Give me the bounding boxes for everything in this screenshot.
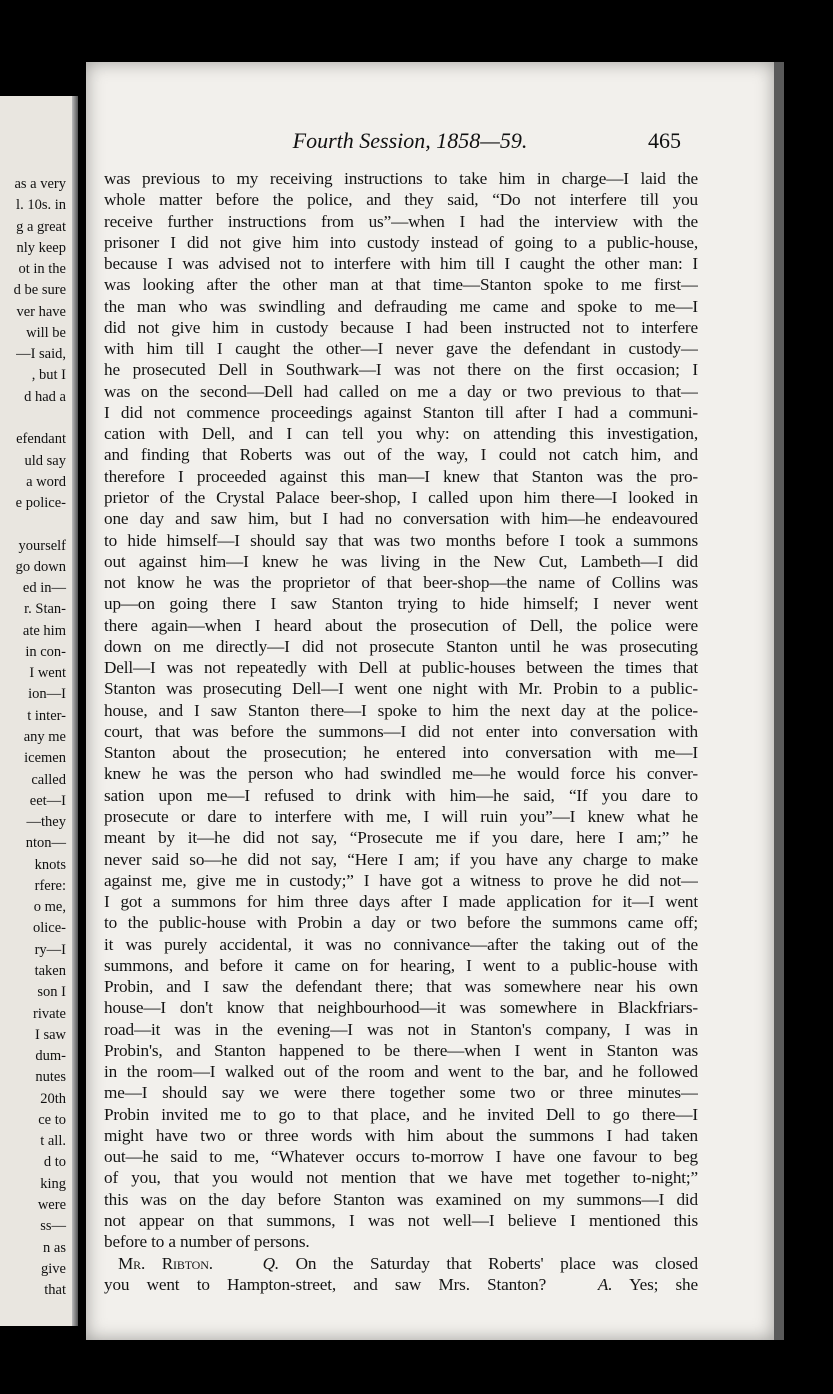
left-page-line: 20th bbox=[40, 1090, 66, 1107]
left-page-line: e police- bbox=[15, 495, 66, 512]
left-page-line: ry—I bbox=[34, 941, 66, 958]
left-page-line: efendant bbox=[16, 431, 66, 448]
left-page-line: ver have bbox=[16, 303, 66, 320]
left-page-line: rivate bbox=[32, 1005, 66, 1022]
left-page-line: r. Stan- bbox=[24, 601, 66, 618]
body-line: me—I should say we were there together some two or three minutes— bbox=[104, 1083, 698, 1103]
body-line: sation upon me—I refused to drink with him—he said, “If you dare to bbox=[104, 785, 698, 805]
body-line: this was on the day before Stanton was examined on my summons—I did bbox=[104, 1189, 698, 1209]
question-text: On the Saturday that Roberts' place was closed bbox=[295, 1253, 698, 1273]
left-page-line: will be bbox=[26, 324, 66, 341]
left-page-line: d had a bbox=[24, 388, 66, 405]
page-number: 465 bbox=[648, 128, 681, 153]
body-text bbox=[104, 168, 698, 1295]
right-page-edge bbox=[774, 62, 784, 1340]
body-line: meant by it—he did not say, “Prosecute me if you dare, here I am;” he bbox=[104, 828, 698, 848]
body-line: out against him—I knew he was living in the New Cut, Lambeth—I did bbox=[104, 551, 698, 571]
left-page-line: , but I bbox=[31, 367, 66, 384]
left-page-line: any me bbox=[23, 729, 66, 746]
left-page-line: ate him bbox=[22, 622, 66, 639]
body-line: Stanton about the prosecution; he entered into conversation with me—I bbox=[104, 743, 698, 763]
left-page-line: as a very bbox=[14, 176, 66, 192]
left-page-line: taken bbox=[34, 962, 66, 979]
body-line: of you, that you would not mention that we have met together to-night;” bbox=[104, 1168, 698, 1188]
body-line: might have two or three words with him about the summons I had taken bbox=[104, 1125, 698, 1145]
left-page-line: t inter- bbox=[27, 707, 66, 724]
left-page-line: ce to bbox=[38, 1111, 66, 1128]
body-line: there again—when I heard about the prosecution of Dell, the police were bbox=[104, 615, 698, 635]
body-line: Probin's, and Stanton happened to be there—when I went in Stanton was bbox=[104, 1040, 698, 1060]
left-page-line: ss— bbox=[40, 1218, 66, 1235]
body-line: receive further instructions from us”—when I had the interview with the bbox=[104, 211, 698, 231]
left-page-gutter bbox=[72, 96, 78, 1326]
left-page-line: ot in the bbox=[18, 261, 66, 278]
body-line: therefore I proceeded against this man—I knew that Stanton was the pro- bbox=[104, 466, 698, 486]
body-line: Stanton was prosecuting Dell—I went one night with Mr. Probin to a public- bbox=[104, 679, 698, 699]
body-line: prisoner I did not give him into custody instead of going to a public-house, bbox=[104, 232, 698, 252]
body-line: prosecute or dare to interfere with me, I will ruin you”—I knew what he bbox=[104, 806, 698, 826]
body-line: not appear on that summons, I was not well—I believe I mentioned this bbox=[104, 1211, 698, 1231]
body-line: he prosecuted Dell in Southwark—I was not there on the first occasion; I bbox=[104, 360, 698, 380]
question-marker: Q. bbox=[262, 1253, 279, 1273]
answer-text: Yes; she bbox=[629, 1274, 698, 1294]
left-page-line: —they bbox=[26, 814, 66, 831]
left-page-line: I saw bbox=[34, 1026, 66, 1043]
body-line: was looking after the other man at that time—Stanton spoke to me first— bbox=[104, 275, 698, 295]
body-line: court, that was before the summons—I did not enter into conversation with bbox=[104, 721, 698, 741]
body-line: not know he was the proprietor of that beer-shop—the name of Collins was bbox=[104, 573, 698, 593]
left-page-line: rfere: bbox=[34, 877, 66, 894]
body-line: cation with Dell, and I can tell you why: on attending this investigation, bbox=[104, 424, 698, 444]
left-page-line: nutes bbox=[35, 1069, 66, 1086]
body-line: road—it was in the evening—I was not in Stanton's company, I was in bbox=[104, 1019, 698, 1039]
left-page bbox=[0, 96, 78, 1326]
left-page-line: in con- bbox=[25, 643, 66, 660]
speaker-name: Mr. Ribton. bbox=[118, 1253, 213, 1273]
left-page-line: d to bbox=[43, 1154, 66, 1171]
left-page-line: dum- bbox=[35, 1048, 66, 1065]
left-page-line: n as bbox=[43, 1239, 66, 1256]
left-page-line: son I bbox=[37, 984, 66, 1001]
left-page-line: eet—I bbox=[29, 792, 66, 809]
left-page-line: give bbox=[41, 1260, 66, 1277]
left-page-line: uld say bbox=[24, 452, 66, 469]
body-line: I got a summons for him three days after I made application for it—I went bbox=[104, 892, 698, 912]
body-line: was on the second—Dell had called on me a day or two previous to that— bbox=[104, 381, 698, 401]
body-line: because I was advised not to interfere with him till I caught the other man: I bbox=[104, 254, 698, 274]
left-page-line: called bbox=[31, 771, 66, 788]
body-line: Probin, and I saw the defendant there; that was somewhere near his own bbox=[104, 977, 698, 997]
body-line: prietor of the Crystal Palace beer-shop, I called upon him there—I looked in bbox=[104, 487, 698, 507]
body-line: did not give him in custody because I had been instructed not to interfere bbox=[104, 317, 698, 337]
left-page-line: d be sure bbox=[13, 282, 66, 299]
left-page-line: olice- bbox=[32, 920, 66, 937]
left-page-line: that bbox=[44, 1282, 66, 1299]
body-line: Probin invited me to go to that place, and he invited Dell to go there—I bbox=[104, 1104, 698, 1124]
body-line: out—he said to me, “Whatever occurs to-morrow I have one favour to beg bbox=[104, 1147, 698, 1167]
left-page-line: o me, bbox=[33, 899, 66, 916]
left-page-line: t all. bbox=[40, 1133, 66, 1150]
left-page-line: ion—I bbox=[28, 686, 66, 703]
left-page-line: nly keep bbox=[16, 239, 66, 256]
body-line: was previous to my receiving instructions to take him in charge—I laid the bbox=[104, 169, 698, 188]
left-page-line: —I said, bbox=[16, 346, 66, 363]
left-page-line: icemen bbox=[24, 750, 66, 767]
body-line: Dell—I was not repeatedly with Dell at public-houses between the times that bbox=[104, 658, 698, 678]
left-page-line: g a great bbox=[16, 218, 66, 235]
body-line: whole matter before the police, and they said, “Do not interfere till you bbox=[104, 190, 698, 210]
body-line: the man who was swindling and defrauding me came and spoke to me—I bbox=[104, 296, 698, 316]
body-line: to hide himself—I should say that was two months before I took a summons bbox=[104, 530, 698, 550]
body-line: house—I don't know that neighbourhood—it was somewhere in Blackfriars- bbox=[104, 998, 698, 1018]
body-line: up—on going there I saw Stanton trying to hide himself; I never went bbox=[104, 594, 698, 614]
left-page-line: knots bbox=[34, 856, 66, 873]
answer-marker: A. bbox=[597, 1274, 613, 1294]
body-line: one day and saw him, but I had no conversation with him—he endeavoured bbox=[104, 509, 698, 529]
left-page-line: nton— bbox=[25, 835, 66, 852]
body-line: I did not commence proceedings against Stanton till after I had a communi- bbox=[104, 402, 698, 422]
body-line: it was purely accidental, it was no connivance—after the taking out of the bbox=[104, 934, 698, 954]
left-page-line: king bbox=[40, 1175, 66, 1192]
left-page-line: ed in— bbox=[22, 580, 66, 597]
body-line: with him till I caught the other—I never gave the defendant in custody— bbox=[104, 339, 698, 359]
body-line: down on me directly—I did not prosecute Stanton until he was prosecuting bbox=[104, 636, 698, 656]
body-line: house, and I saw Stanton there—I spoke to him the next day at the police- bbox=[104, 700, 698, 720]
body-line: never said so—he did not say, “Here I am; if you have any charge to make bbox=[104, 849, 698, 869]
question-text-continued: you went to Hampton-street, and saw Mrs. Stanton? bbox=[104, 1274, 547, 1294]
left-page-line: were bbox=[37, 1196, 66, 1213]
body-line: summons, and before it came on for hearing, I went to a public-house with bbox=[104, 955, 698, 975]
body-line: before to a number of persons. bbox=[104, 1232, 310, 1252]
final-paragraph-line-2 bbox=[104, 1274, 698, 1295]
left-page-line: l. 10s. in bbox=[16, 197, 66, 214]
body-line: knew he was the person who had swindled me—he would force his conver- bbox=[104, 764, 698, 784]
left-page-line: I went bbox=[29, 665, 66, 682]
final-paragraph-line-1 bbox=[104, 1253, 698, 1274]
body-line: in the room—I walked out of the room and went to the bar, and he followed bbox=[104, 1062, 698, 1082]
body-line: to the public-house with Probin a day or two before the summons came off; bbox=[104, 913, 698, 933]
left-page-line: a word bbox=[26, 473, 66, 490]
running-head: Fourth Session, 1858—59. bbox=[292, 128, 528, 153]
body-line: and finding that Roberts was out of the way, I could not catch him, and bbox=[104, 445, 698, 465]
body-line: against me, give me in custody;” I have got a witness to prove he did not— bbox=[104, 870, 698, 890]
left-page-line: go down bbox=[15, 558, 66, 575]
left-page-line: yourself bbox=[18, 537, 66, 554]
